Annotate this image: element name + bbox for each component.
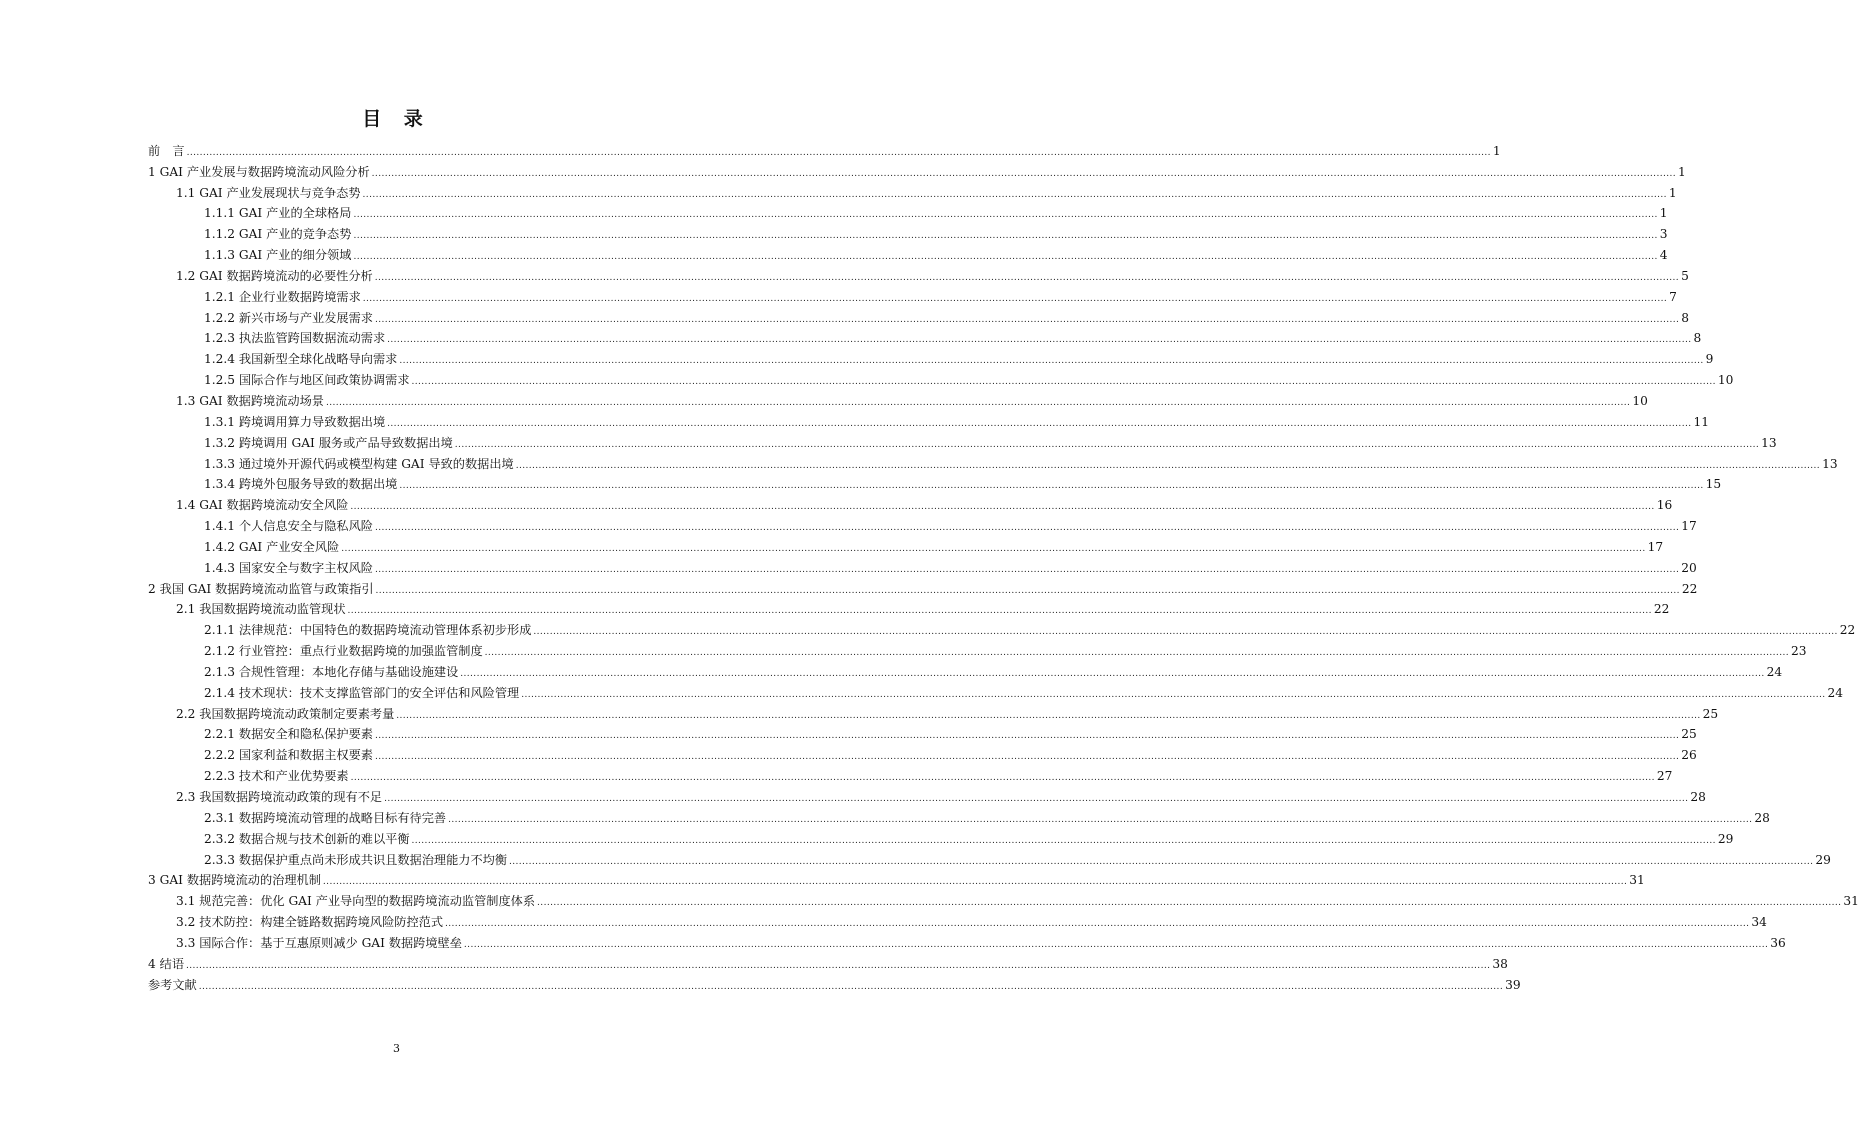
toc-entry-page: 15 bbox=[1705, 477, 1722, 492]
toc-entry-label: 2.2.2 国家利益和数据主权要素 bbox=[204, 748, 373, 763]
toc-entry[interactable] bbox=[148, 346, 1714, 367]
toc-entry-label: 2.2 我国数据跨境流动政策制定要素考量 bbox=[176, 706, 395, 721]
toc-entry[interactable] bbox=[148, 888, 1859, 909]
toc-entry-page: 27 bbox=[1656, 769, 1673, 784]
toc-entry-page: 29 bbox=[1815, 852, 1831, 867]
toc-entry[interactable] bbox=[148, 451, 1838, 472]
toc-entry-label: 1.2.3 执法监管跨国数据流动需求 bbox=[204, 331, 386, 346]
toc-entry[interactable] bbox=[148, 722, 1697, 743]
toc-dot-leader: ................................................................................................................................................................................................................................................................................................................................................................................................................ bbox=[454, 439, 1760, 450]
toc-entry-label: 2.3.3 数据保护重点尚未形成共识且数据治理能力不均衡 bbox=[204, 852, 508, 867]
toc-entry-label: 4 结语 bbox=[148, 956, 185, 971]
toc-entry[interactable] bbox=[148, 576, 1698, 597]
toc-entry-label: 1.3 GAI 数据跨境流动场景 bbox=[176, 393, 324, 408]
toc-entry[interactable] bbox=[148, 638, 1807, 659]
toc-entry-label: 1.3.4 跨境外包服务导致的数据出境 bbox=[204, 477, 398, 492]
toc-entry-label: 1.4.3 国家安全与数字主权风险 bbox=[204, 560, 373, 575]
toc-entry-label: 1.3.3 通过境外开源代码或模型构建 GAI 导致的数据出境 bbox=[204, 456, 514, 471]
toc-entry-label: 1.2.4 我国新型全球化战略导向需求 bbox=[204, 352, 398, 367]
toc-dot-leader: ................................................................................................................................................................................................................................................................................................................................................................................................................ bbox=[399, 356, 1704, 367]
toc-entry-page: 8 bbox=[1693, 331, 1702, 346]
table-of-contents bbox=[148, 138, 1859, 993]
toc-entry-label: 1.4.1 个人信息安全与隐私风险 bbox=[204, 519, 373, 534]
toc-entry-label: 1 GAI 产业发展与数据跨境流动风险分析 bbox=[148, 164, 370, 179]
toc-entry[interactable] bbox=[148, 868, 1645, 889]
toc-entry-page: 3 bbox=[1659, 227, 1668, 242]
toc-entry-label: 2.3 我国数据跨境流动政策的现有不足 bbox=[176, 790, 383, 804]
toc-entry-page: 22 bbox=[1653, 602, 1670, 617]
toc-entry-page: 13 bbox=[1761, 435, 1777, 450]
toc-entry-page: 5 bbox=[1681, 268, 1689, 283]
toc-entry-label: 1.3.2 跨境调用 GAI 服务或产品导致数据出境 bbox=[204, 435, 453, 450]
toc-entry[interactable] bbox=[148, 555, 1697, 576]
toc-entry-label: 3.1 规范完善：优化 GAI 产业导向型的数据跨境流动监管制度体系 bbox=[176, 894, 536, 909]
toc-entry-label: 1.2 GAI 数据跨境流动的必要性分析 bbox=[176, 268, 373, 283]
toc-dot-leader: ................................................................................................................................................................................................................................................................................................................................................................................................................ bbox=[374, 752, 1680, 763]
toc-dot-leader: ................................................................................................................................................................................................................................................................................................................................................................................................................ bbox=[374, 272, 1680, 283]
toc-entry[interactable] bbox=[148, 826, 1734, 847]
toc-dot-leader: ................................................................................................................................................................................................................................................................................................................................................................................................................ bbox=[347, 606, 1652, 617]
toc-entry-page: 34 bbox=[1751, 915, 1767, 930]
toc-entry-page: 25 bbox=[1702, 706, 1719, 721]
toc-entry-label: 2.1.2 行业管控：重点行业数据跨境的加强监管制度 bbox=[204, 644, 483, 659]
toc-dot-leader: ................................................................................................................................................................................................................................................................................................................................................................................................................ bbox=[353, 231, 1658, 242]
toc-entry-page: 16 bbox=[1656, 498, 1673, 513]
toc-dot-leader: ................................................................................................................................................................................................................................................................................................................................................................................................................ bbox=[350, 502, 1655, 513]
toc-entry[interactable] bbox=[148, 680, 1844, 701]
toc-dot-leader: ................................................................................................................................................................................................................................................................................................................................................................................................................ bbox=[445, 919, 1750, 930]
toc-dot-leader: ................................................................................................................................................................................................................................................................................................................................................................................................................ bbox=[515, 460, 1821, 471]
toc-entry[interactable] bbox=[148, 326, 1702, 347]
toc-entry-page: 25 bbox=[1681, 727, 1697, 742]
toc-entry-label: 2.1 我国数据跨境流动监管现状 bbox=[176, 602, 346, 617]
toc-entry[interactable] bbox=[148, 513, 1697, 534]
toc-dot-leader: ................................................................................................................................................................................................................................................................................................................................................................................................................ bbox=[325, 397, 1631, 408]
toc-entry-page: 1 bbox=[1492, 143, 1501, 158]
toc-dot-leader: ................................................................................................................................................................................................................................................................................................................................................................................................................ bbox=[384, 794, 1689, 804]
toc-entry-label: 1.2.5 国际合作与地区间政策协调需求 bbox=[204, 373, 410, 388]
toc-entry-label: 2 我国 GAI 数据跨境流动监管与政策指引 bbox=[148, 581, 374, 596]
toc-entry[interactable] bbox=[148, 180, 1677, 201]
toc-dot-leader: ................................................................................................................................................................................................................................................................................................................................................................................................................ bbox=[198, 981, 1504, 992]
toc-dot-leader: ................................................................................................................................................................................................................................................................................................................................................................................................................ bbox=[362, 293, 1668, 304]
toc-entry[interactable] bbox=[148, 805, 1770, 826]
toc-dot-leader: ................................................................................................................................................................................................................................................................................................................................................................................................................ bbox=[509, 856, 1814, 867]
toc-entry-page: 31 bbox=[1629, 873, 1645, 888]
toc-entry-label: 1.4.2 GAI 产业安全风险 bbox=[204, 539, 340, 554]
page-title: 目 录 bbox=[362, 108, 431, 130]
toc-dot-leader: ................................................................................................................................................................................................................................................................................................................................................................................................................ bbox=[411, 377, 1716, 388]
toc-entry-label: 1.1.1 GAI 产业的全球格局 bbox=[204, 206, 352, 221]
toc-entry[interactable] bbox=[148, 951, 1508, 972]
toc-entry[interactable] bbox=[148, 930, 1786, 951]
toc-entry-label: 1.1 GAI 产业发展现状与竞争态势 bbox=[176, 185, 361, 200]
toc-entry-page: 39 bbox=[1505, 977, 1521, 992]
toc-dot-leader: ................................................................................................................................................................................................................................................................................................................................................................................................................ bbox=[533, 627, 1838, 638]
toc-entry-page: 20 bbox=[1681, 560, 1697, 575]
toc-entry-label: 1.4 GAI 数据跨境流动安全风险 bbox=[176, 498, 349, 513]
toc-entry[interactable] bbox=[148, 742, 1697, 763]
toc-entry-page: 23 bbox=[1790, 644, 1807, 659]
toc-entry-page: 9 bbox=[1705, 352, 1714, 367]
toc-entry-page: 24 bbox=[1766, 664, 1783, 679]
toc-entry-label: 前 言 bbox=[148, 143, 185, 158]
toc-dot-leader: ................................................................................................................................................................................................................................................................................................................................................................................................................ bbox=[460, 668, 1765, 679]
toc-entry[interactable] bbox=[148, 221, 1668, 242]
toc-entry-label: 3.2 技术防控：构建全链路数据跨境风险防控范式 bbox=[176, 915, 444, 930]
toc-dot-leader: ................................................................................................................................................................................................................................................................................................................................................................................................................ bbox=[374, 731, 1680, 742]
toc-entry-page: 4 bbox=[1659, 248, 1668, 263]
toc-entry[interactable] bbox=[148, 909, 1767, 930]
toc-dot-leader: ................................................................................................................................................................................................................................................................................................................................................................................................................ bbox=[387, 335, 1692, 346]
toc-dot-leader: ................................................................................................................................................................................................................................................................................................................................................................................................................ bbox=[374, 564, 1680, 575]
toc-dot-leader: ................................................................................................................................................................................................................................................................................................................................................................................................................ bbox=[411, 835, 1716, 846]
page-number: 3 bbox=[393, 1042, 400, 1055]
toc-entry[interactable] bbox=[148, 847, 1831, 868]
toc-entry-label: 1.1.2 GAI 产业的竞争态势 bbox=[204, 227, 352, 242]
toc-entry-page: 7 bbox=[1669, 289, 1677, 304]
toc-entry-page: 17 bbox=[1647, 539, 1664, 554]
toc-dot-leader: ................................................................................................................................................................................................................................................................................................................................................................................................................ bbox=[374, 523, 1680, 534]
toc-entry[interactable] bbox=[148, 784, 1706, 805]
toc-entry-label: 2.3.2 数据合规与技术创新的难以平衡 bbox=[204, 831, 410, 846]
toc-dot-leader: ................................................................................................................................................................................................................................................................................................................................................................................................................ bbox=[399, 481, 1704, 492]
toc-entry[interactable] bbox=[148, 305, 1690, 326]
toc-entry-page: 22 bbox=[1681, 581, 1698, 596]
toc-entry[interactable] bbox=[148, 159, 1686, 180]
toc-entry-label: 2.3.1 数据跨境流动管理的战略目标有待完善 bbox=[204, 810, 447, 825]
toc-entry-page: 1 bbox=[1659, 206, 1668, 221]
toc-entry[interactable] bbox=[148, 201, 1668, 222]
toc-dot-leader: ................................................................................................................................................................................................................................................................................................................................................................................................................ bbox=[375, 585, 1680, 596]
toc-entry-label: 1.2.1 企业行业数据跨境需求 bbox=[204, 289, 361, 304]
toc-entry[interactable] bbox=[148, 701, 1719, 722]
toc-entry-page: 10 bbox=[1717, 373, 1734, 388]
toc-dot-leader: ................................................................................................................................................................................................................................................................................................................................................................................................................ bbox=[186, 960, 1491, 971]
toc-entry[interactable] bbox=[148, 138, 1501, 159]
toc-entry-label: 1.1.3 GAI 产业的细分领域 bbox=[204, 248, 352, 263]
toc-dot-leader: ................................................................................................................................................................................................................................................................................................................................................................................................................ bbox=[353, 252, 1658, 263]
toc-entry-page: 1 bbox=[1668, 185, 1677, 200]
toc-entry-label: 参考文献 bbox=[148, 977, 197, 992]
toc-entry-page: 17 bbox=[1681, 519, 1697, 534]
toc-dot-leader: ................................................................................................................................................................................................................................................................................................................................................................................................................ bbox=[387, 418, 1692, 429]
toc-entry-label: 2.2.1 数据安全和隐私保护要素 bbox=[204, 727, 373, 742]
toc-dot-leader: ................................................................................................................................................................................................................................................................................................................................................................................................................ bbox=[353, 210, 1658, 221]
toc-dot-leader: ................................................................................................................................................................................................................................................................................................................................................................................................................ bbox=[362, 189, 1667, 200]
toc-entry-page: 38 bbox=[1492, 956, 1508, 971]
toc-entry[interactable] bbox=[148, 472, 1722, 493]
toc-entry-page: 11 bbox=[1693, 414, 1709, 429]
toc-entry-label: 1.2.2 新兴市场与产业发展需求 bbox=[204, 310, 373, 325]
toc-entry[interactable] bbox=[148, 763, 1673, 784]
toc-dot-leader: ................................................................................................................................................................................................................................................................................................................................................................................................................ bbox=[350, 773, 1655, 784]
toc-entry-page: 36 bbox=[1770, 935, 1786, 950]
toc-entry-page: 31 bbox=[1843, 894, 1859, 909]
toc-entry-label: 3 GAI 数据跨境流动的治理机制 bbox=[148, 873, 321, 888]
toc-entry[interactable] bbox=[148, 972, 1521, 993]
toc-entry-page: 28 bbox=[1690, 790, 1706, 804]
toc-entry-label: 2.1.4 技术现状：技术支撑监管部门的安全评估和风险管理 bbox=[204, 685, 520, 700]
toc-dot-leader: ................................................................................................................................................................................................................................................................................................................................................................................................................ bbox=[448, 814, 1753, 825]
toc-dot-leader: ................................................................................................................................................................................................................................................................................................................................................................................................................ bbox=[396, 710, 1701, 721]
toc-entry-page: 26 bbox=[1681, 748, 1697, 763]
toc-dot-leader: ................................................................................................................................................................................................................................................................................................................................................................................................................ bbox=[374, 314, 1680, 325]
toc-entry[interactable] bbox=[148, 409, 1709, 430]
toc-entry[interactable] bbox=[148, 263, 1689, 284]
toc-entry[interactable] bbox=[148, 659, 1783, 680]
toc-dot-leader: ................................................................................................................................................................................................................................................................................................................................................................................................................ bbox=[322, 877, 1628, 888]
toc-entry-page: 24 bbox=[1827, 685, 1844, 700]
toc-entry[interactable] bbox=[148, 597, 1670, 618]
toc-entry-page: 22 bbox=[1839, 623, 1856, 638]
toc-dot-leader: ................................................................................................................................................................................................................................................................................................................................................................................................................ bbox=[186, 147, 1491, 158]
toc-entry[interactable] bbox=[148, 430, 1777, 451]
toc-dot-leader: ................................................................................................................................................................................................................................................................................................................................................................................................................ bbox=[484, 648, 1789, 659]
toc-entry[interactable] bbox=[148, 617, 1856, 638]
toc-entry-label: 1.3.1 跨境调用算力导致数据出境 bbox=[204, 414, 386, 429]
toc-entry-page: 10 bbox=[1632, 393, 1648, 408]
toc-entry[interactable] bbox=[148, 534, 1664, 555]
toc-dot-leader: ................................................................................................................................................................................................................................................................................................................................................................................................................ bbox=[463, 939, 1769, 950]
toc-entry[interactable] bbox=[148, 284, 1677, 305]
toc-entry[interactable] bbox=[148, 388, 1648, 409]
toc-dot-leader: ................................................................................................................................................................................................................................................................................................................................................................................................................ bbox=[521, 689, 1826, 700]
toc-entry-label: 3.3 国际合作：基于互惠原则减少 GAI 数据跨境壁垒 bbox=[176, 935, 462, 950]
toc-entry-label: 2.1.1 法律规范：中国特色的数据跨境流动管理体系初步形成 bbox=[204, 623, 532, 638]
toc-entry[interactable] bbox=[148, 242, 1668, 263]
toc-entry-page: 13 bbox=[1822, 456, 1838, 471]
toc-entry-page: 1 bbox=[1678, 164, 1686, 179]
toc-entry-label: 2.1.3 合规性管理：本地化存储与基础设施建设 bbox=[204, 664, 459, 679]
toc-dot-leader: ................................................................................................................................................................................................................................................................................................................................................................................................................ bbox=[341, 543, 1646, 554]
toc-entry-page: 8 bbox=[1681, 310, 1690, 325]
toc-entry-page: 28 bbox=[1754, 810, 1770, 825]
toc-dot-leader: ................................................................................................................................................................................................................................................................................................................................................................................................................ bbox=[371, 168, 1677, 179]
toc-entry-label: 2.2.3 技术和产业优势要素 bbox=[204, 769, 349, 784]
toc-entry[interactable] bbox=[148, 492, 1673, 513]
toc-entry[interactable] bbox=[148, 367, 1734, 388]
toc-entry-page: 29 bbox=[1717, 831, 1734, 846]
toc-dot-leader: ................................................................................................................................................................................................................................................................................................................................................................................................................ bbox=[537, 898, 1842, 909]
